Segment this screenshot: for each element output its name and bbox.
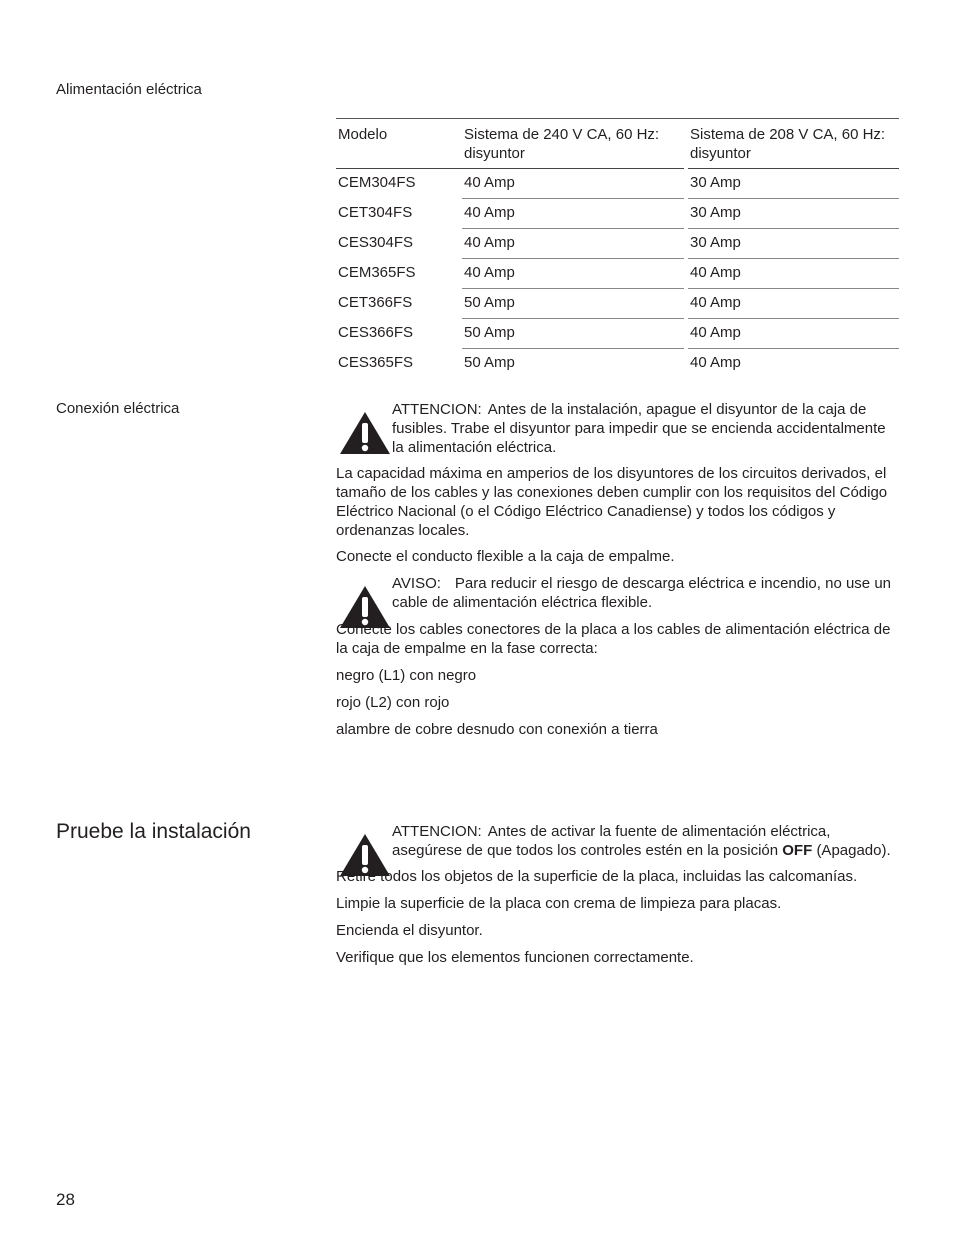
table-row: [336, 349, 899, 379]
wire-black: negro (L1) con negro: [336, 667, 477, 684]
cell-model: CEM365FS: [338, 264, 416, 281]
off-label: OFF: [782, 842, 813, 859]
cell-model: CEM304FS: [338, 174, 416, 191]
page-number: 28: [56, 1190, 75, 1209]
step-clean-surface: Limpie la superficie de la placa con crema de limpieza para placas.: [336, 895, 782, 912]
warning-block-controls-off: [336, 822, 900, 860]
warning-block-power-off: [336, 400, 900, 457]
wire-ground: alambre de cobre desnudo con conexión a tierra: [336, 721, 658, 738]
paragraph-flexible-conduit: Conecte el conducto flexible a la caja de empalme.: [336, 548, 675, 565]
cell-240v: 40 Amp: [462, 199, 684, 229]
cell-240v: 50 Amp: [462, 319, 684, 349]
step-turn-on-breaker: Encienda el disyuntor.: [336, 922, 483, 939]
cell-208v: 40 Amp: [688, 319, 899, 349]
warning-triangle-icon: [338, 410, 392, 456]
warning-label: ATTENCION:: [392, 823, 482, 840]
step-remove-objects: Retire todos los objetos de la superficie de la placa, incluidas las calcomanías.: [336, 868, 858, 885]
cell-240v: 40 Amp: [462, 169, 684, 199]
cell-208v: 30 Amp: [688, 229, 899, 259]
cell-240v: 50 Amp: [464, 354, 515, 371]
cell-240v: 50 Amp: [462, 289, 684, 319]
cell-model: CET304FS: [338, 204, 413, 221]
warning-label: ATTENCION:: [392, 401, 482, 418]
table-row: [336, 259, 899, 289]
step-verify-elements: Verifique que los elementos funcionen correctamente.: [336, 949, 694, 966]
paragraph-code-requirements: La capacidad máxima en amperios de los disyuntores de los circuitos derivados, el tamaño de los cables y las conexiones deben cumplir con los requisitos del Código Eléctrico Nacional (o el Código Eléctrico Canadiense) y todos los códigos y ordenanzas locales.: [336, 465, 888, 539]
warning-text: Antes de la instalación, apague el disyuntor de la caja de fusibles. Trabe el disyuntor para impedir que se encienda accidentalmente la alimentación eléctrica.: [392, 401, 886, 456]
warning-label: AVISO:: [392, 575, 441, 592]
header-model: Modelo: [336, 119, 462, 169]
table-header-row: [336, 119, 899, 169]
cell-model: CES365FS: [338, 354, 414, 371]
warning-text-end: (Apagado).: [816, 842, 891, 859]
table-row: [336, 169, 899, 199]
cell-240v: 40 Amp: [462, 229, 684, 259]
breaker-table: [336, 118, 899, 379]
cell-208v: 40 Amp: [690, 354, 741, 371]
section-label-power-supply: Alimentación eléctrica: [56, 81, 202, 98]
cell-model: CES304FS: [338, 234, 414, 251]
warning-block-flexible-cable: [336, 574, 900, 612]
table-row: [336, 199, 899, 229]
cell-208v: 30 Amp: [688, 169, 899, 199]
table-row: [336, 289, 899, 319]
warning-text: Para reducir el riesgo de descarga eléctrica e incendio, no use un cable de alimentación eléctrica flexible.: [392, 575, 891, 611]
cell-model: CET366FS: [338, 294, 413, 311]
header-240v: Sistema de 240 V CA, 60 Hz: disyuntor: [462, 119, 684, 169]
section-title-test-installation: Pruebe la instalación: [56, 820, 251, 843]
cell-208v: 40 Amp: [688, 259, 899, 289]
header-208v: Sistema de 208 V CA, 60 Hz: disyuntor: [688, 119, 899, 169]
paragraph-connect-wires: Conecte los cables conectores de la placa a los cables de alimentación eléctrica de la caja de empalme en la fase correcta:: [336, 621, 891, 657]
cell-208v: 40 Amp: [688, 289, 899, 319]
warning-text: Antes de activar la fuente de alimentación eléctrica, asegúrese de que todos los controles estén en la posición: [392, 823, 831, 859]
cell-model: CES366FS: [338, 324, 414, 341]
cell-240v: 40 Amp: [462, 259, 684, 289]
section-label-electrical-connection: Conexión eléctrica: [56, 400, 180, 417]
wire-red: rojo (L2) con rojo: [336, 694, 450, 711]
table-row: [336, 319, 899, 349]
cell-208v: 30 Amp: [688, 199, 899, 229]
table-row: [336, 229, 899, 259]
